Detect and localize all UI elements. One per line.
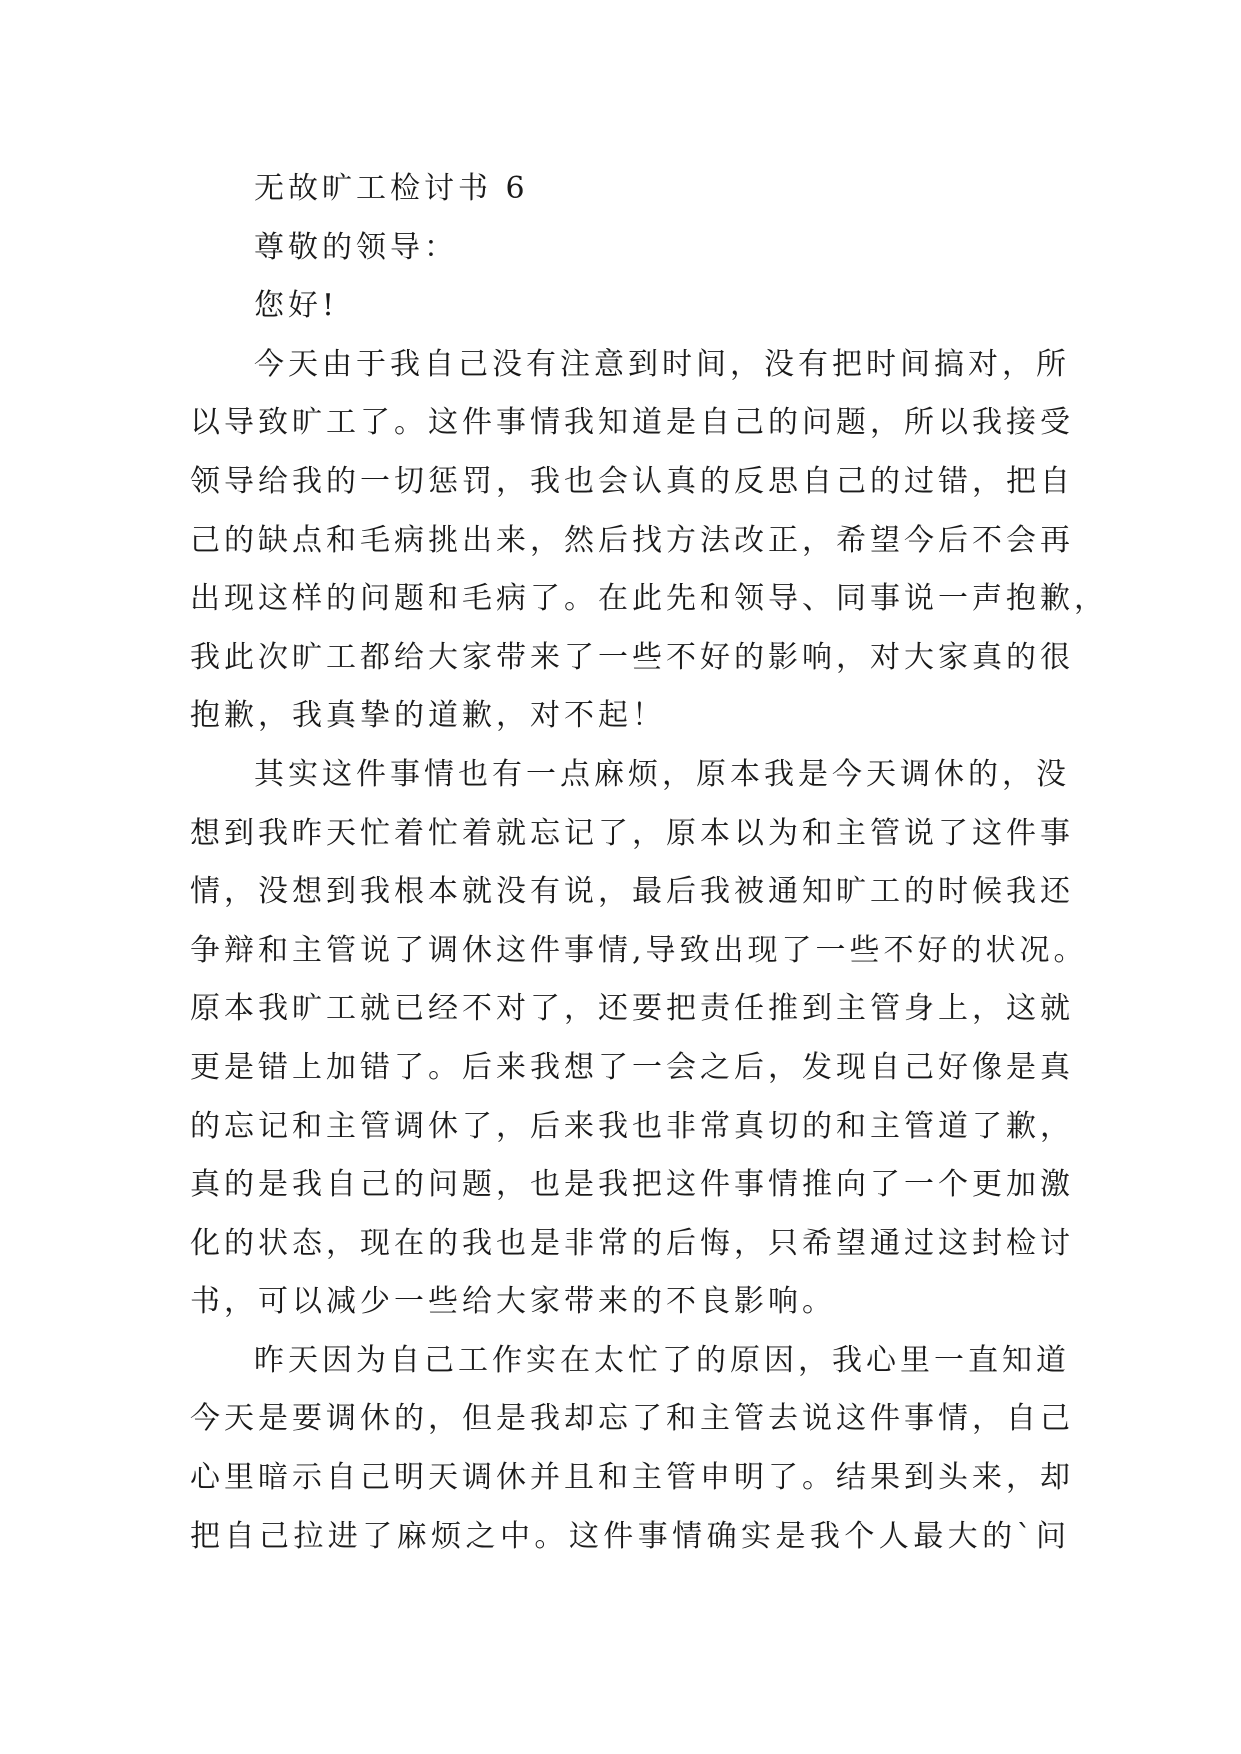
paragraph-line: 以导致旷工了。这件事情我知道是自己的问题，所以我接受 bbox=[190, 405, 1074, 441]
paragraph-line: 的忘记和主管调休了，后来我也非常真切的和主管道了歉， bbox=[190, 1108, 1074, 1144]
document-title: 无故旷工检讨书 6 bbox=[254, 171, 529, 206]
paragraph-line: 今天是要调休的，但是我却忘了和主管去说这件事情，自己 bbox=[190, 1401, 1074, 1437]
paragraph-line: 把自己拉进了麻烦之中。这件事情确实是我个人最大的`问 bbox=[190, 1518, 1070, 1554]
paragraph-line: 昨天因为自己工作实在太忙了的原因，我心里一直知道 bbox=[254, 1342, 1070, 1378]
paragraph-line: 我此次旷工都给大家带来了一些不好的影响，对大家真的很 bbox=[190, 639, 1074, 675]
paragraph-line: 争辩和主管说了调休这件事情,导致出现了一些不好的状况。 bbox=[190, 932, 1088, 968]
paragraph-line: 原本我旷工就已经不对了，还要把责任推到主管身上，这就 bbox=[190, 991, 1074, 1027]
paragraph-line: 情，没想到我根本就没有说，最后我被通知旷工的时候我还 bbox=[190, 874, 1074, 910]
paragraph-line: 其实这件事情也有一点麻烦，原本我是今天调休的，没 bbox=[254, 756, 1070, 792]
paragraph-line: 今天由于我自己没有注意到时间，没有把时间搞对，所 bbox=[254, 346, 1070, 382]
paragraph-2 bbox=[190, 746, 1088, 1332]
salutation: 尊敬的领导： bbox=[254, 229, 458, 265]
paragraph-line: 化的状态，现在的我也是非常的后悔，只希望通过这封检讨 bbox=[190, 1225, 1074, 1261]
paragraph-1 bbox=[190, 336, 1108, 746]
paragraph-3 bbox=[190, 1332, 1074, 1566]
paragraph-line: 出现这样的问题和毛病了。在此先和领导、同事说一声抱歉， bbox=[190, 581, 1108, 617]
paragraph-line: 真的是我自己的问题，也是我把这件事情推向了一个更加激 bbox=[190, 1167, 1074, 1203]
paragraph-line: 领导给我的一切惩罚，我也会认真的反思自己的过错，把自 bbox=[190, 463, 1074, 499]
paragraph-line: 抱歉，我真挚的道歉，对不起！ bbox=[190, 698, 666, 734]
greeting: 您好! bbox=[254, 288, 339, 324]
document-body bbox=[190, 160, 1108, 1566]
paragraph-line: 心里暗示自己明天调休并且和主管申明了。结果到头来，却 bbox=[190, 1460, 1074, 1496]
paragraph-line: 己的缺点和毛病挑出来，然后找方法改正，希望今后不会再 bbox=[190, 522, 1074, 558]
paragraph-line: 更是错上加错了。后来我想了一会之后，发现自己好像是真 bbox=[190, 1049, 1074, 1085]
paragraph-line: 想到我昨天忙着忙着就忘记了，原本以为和主管说了这件事 bbox=[190, 815, 1074, 851]
paragraph-line: 书，可以减少一些给大家带来的不良影响。 bbox=[190, 1284, 836, 1320]
